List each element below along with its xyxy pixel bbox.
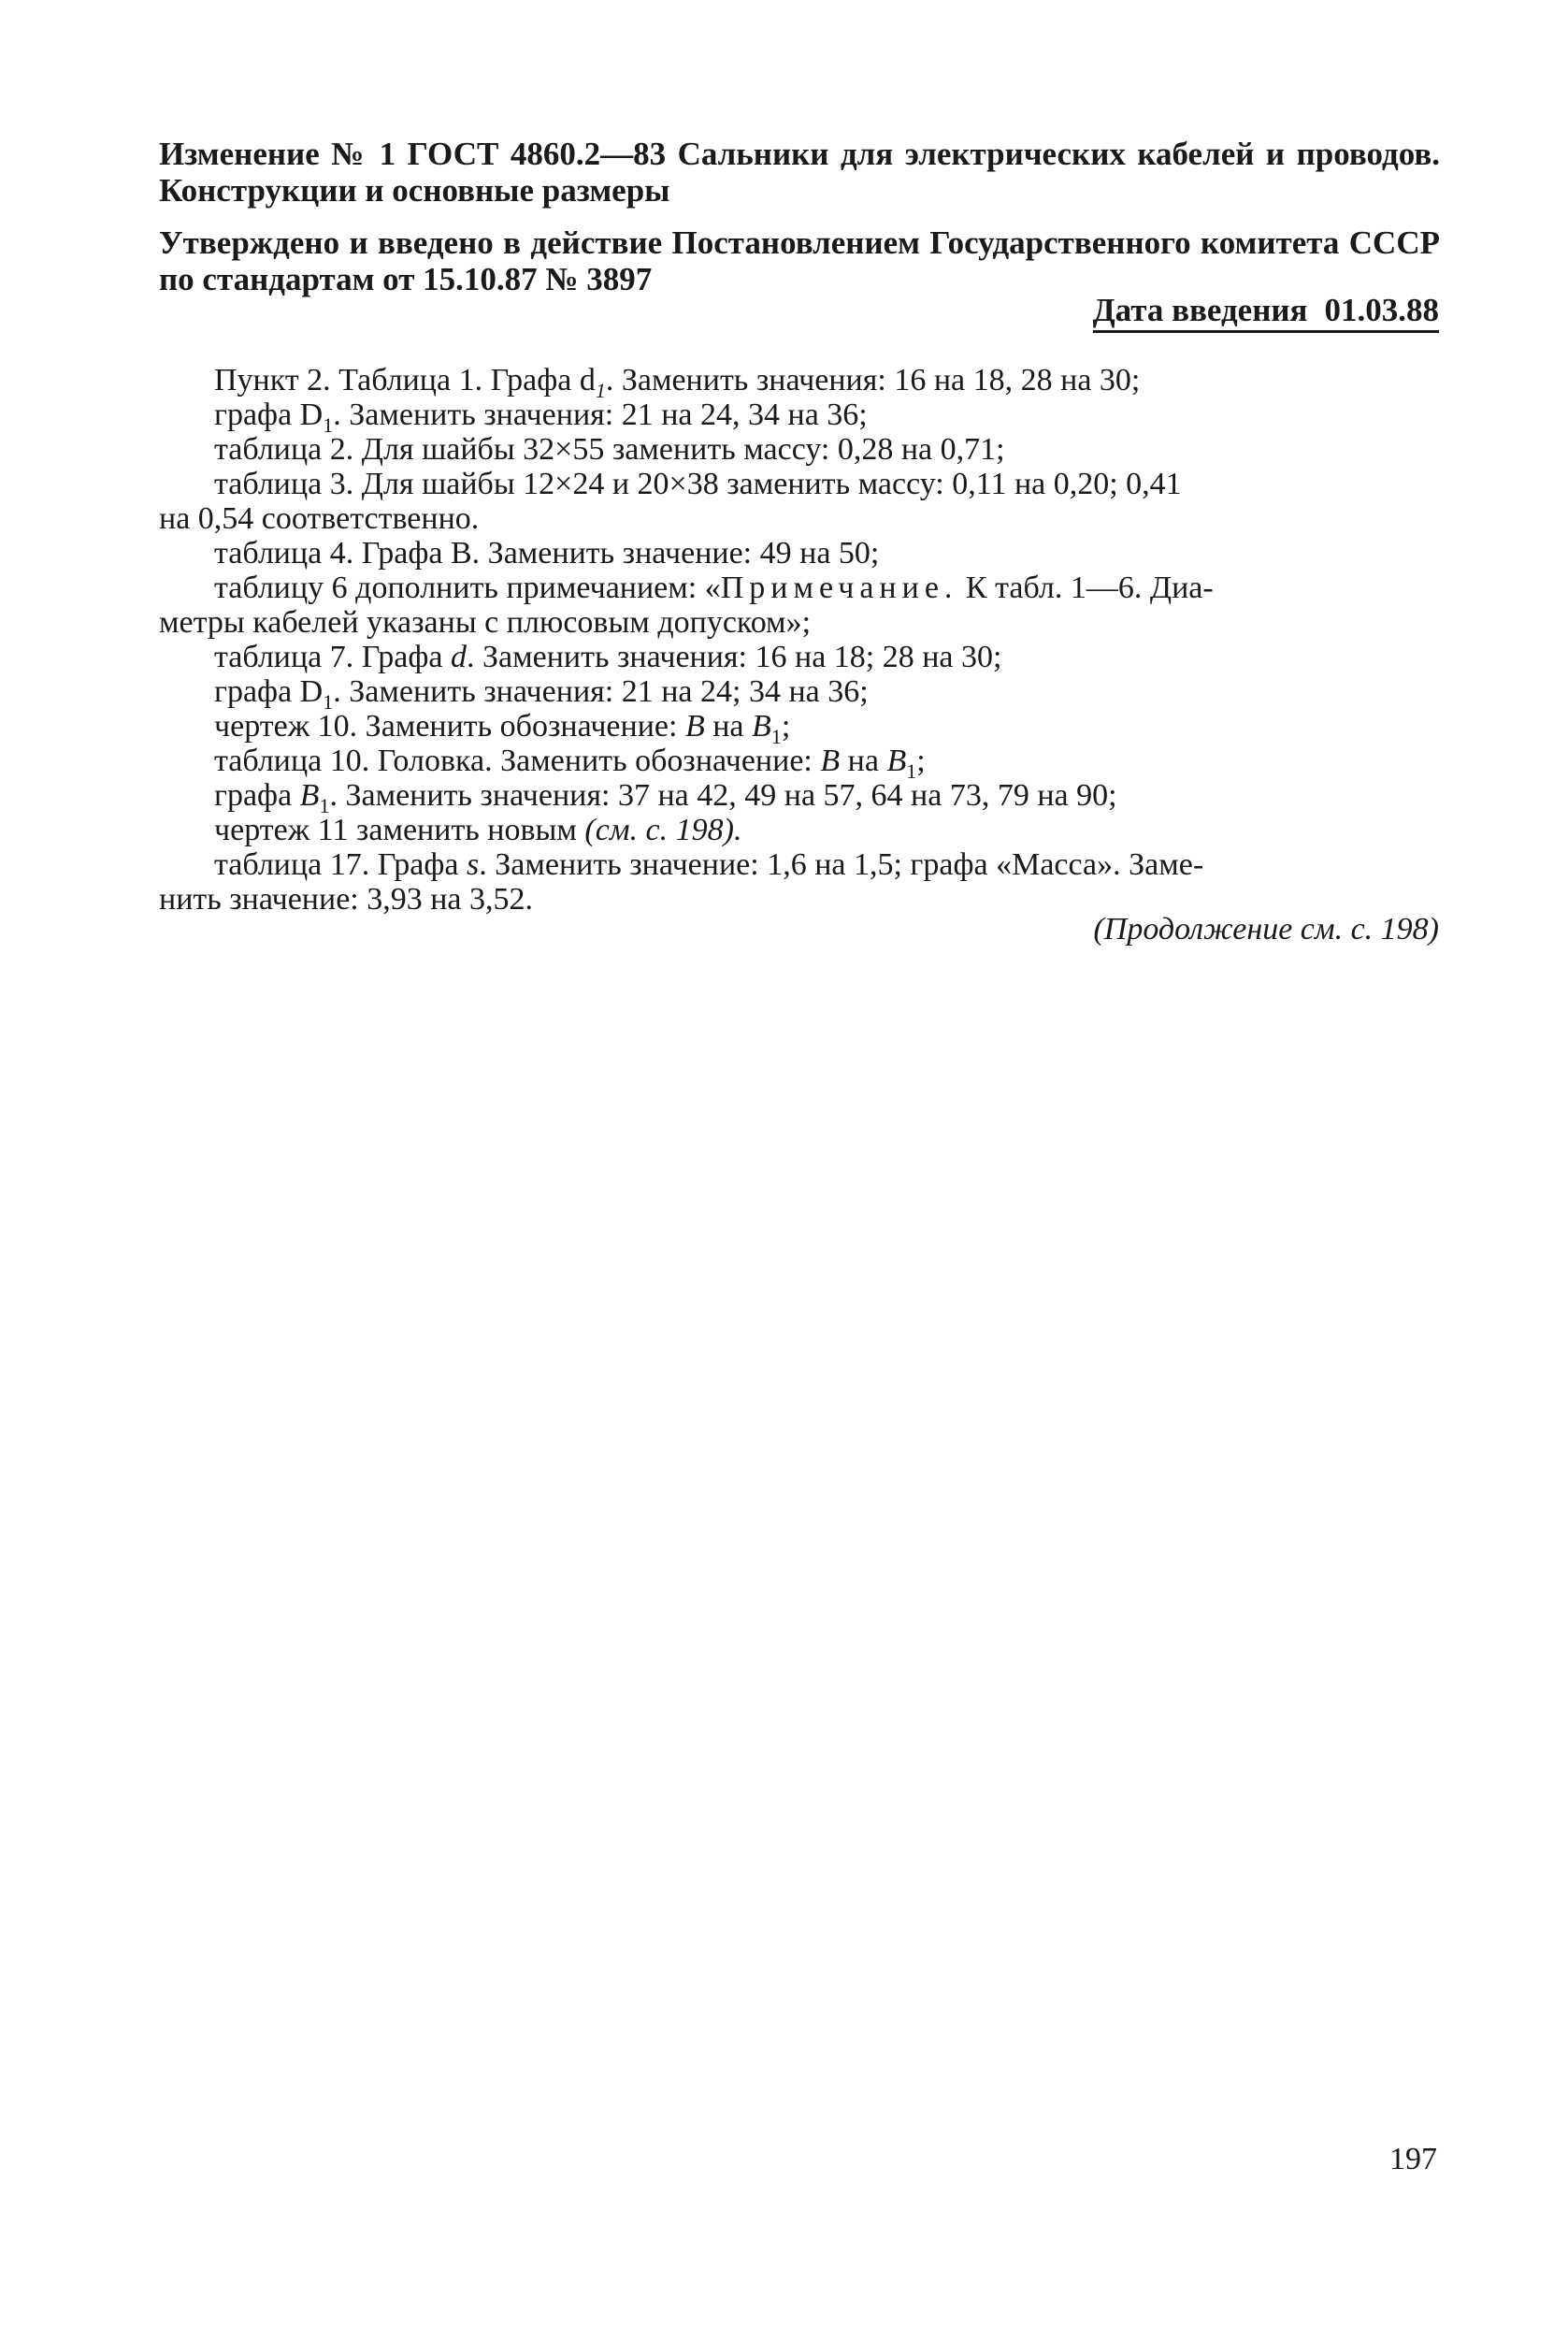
text-fragment: таблица 3. Для шайбы 12×24 и 20×38 заменить массу: 0,11 на 0,20; 0,41 (214, 467, 1182, 501)
page-number: 197 (1389, 2142, 1437, 2176)
text-fragment: графа (214, 778, 300, 813)
text-line (159, 709, 1438, 748)
continuation-note: (Продолжение см. с. 198) (1093, 912, 1439, 947)
effective-date (1093, 292, 1439, 333)
text-fragment: графа D (214, 397, 324, 432)
variable: B (684, 709, 705, 744)
text-line (159, 397, 1438, 437)
text-line (159, 571, 1438, 605)
text-fragment: . Заменить значения: 16 на 18; 28 на 30; (467, 640, 1002, 674)
text-fragment: таблица 17. Графа (214, 847, 467, 882)
variable: d (451, 640, 467, 674)
text-fragment: таблица 7. Графа (214, 640, 451, 674)
text-line (159, 432, 1438, 467)
cross-reference: (см. с. 198). (584, 813, 742, 847)
effective-date-value: 01.03.88 (1324, 292, 1439, 328)
text-line (159, 640, 1438, 674)
text-line (159, 778, 1438, 817)
text-line (159, 501, 1438, 536)
text-fragment: на (840, 744, 887, 778)
text-line (159, 536, 1438, 571)
text-fragment: таблица 10. Головка. Заменить обозначение: (214, 744, 821, 778)
text-fragment: . Заменить значение: 1,6 на 1,5; графа «Масса». Заме- (479, 847, 1204, 882)
variable: B (886, 744, 907, 778)
subscript: 1 (323, 412, 334, 437)
text-fragment: графа D (214, 674, 324, 709)
subscript: 1 (319, 793, 330, 817)
text-fragment: ; (781, 709, 791, 744)
text-line (159, 605, 1438, 640)
text-fragment: таблицу 6 дополнить примечанием: « (214, 571, 721, 605)
text-fragment: Пункт 2. Таблица 1. Графа d (214, 363, 596, 397)
text-fragment: чертеж 11 заменить новым (214, 813, 585, 847)
text-fragment: на 0,54 соответственно. (159, 501, 480, 536)
text-fragment: метры кабелей указаны с плюсовым допуском»; (159, 605, 812, 640)
text-fragment: К табл. 1—6. Диа- (957, 571, 1214, 605)
text-line (159, 674, 1438, 714)
variable: B (752, 709, 771, 744)
text-fragment: . Заменить значения: 37 на 42, 49 на 57, 64 на 73, 79 на 90; (329, 778, 1117, 813)
text-fragment: чертеж 10. Заменить обозначение: (214, 709, 685, 744)
subscript: 1 (770, 724, 782, 748)
text-line (159, 744, 1438, 783)
subscript: 1 (595, 378, 606, 402)
approval-statement: Утверждено и введено в действие Постановлением Государственного комитета СССР по стандартам от 15.10.87 № 3897 (159, 224, 1440, 297)
note-heading: Примечание. (720, 571, 958, 605)
text-line (159, 813, 1438, 847)
subscript: 1 (323, 689, 334, 714)
text-fragment: ; (916, 744, 926, 778)
amendment-body (159, 363, 1438, 917)
text-line (159, 467, 1438, 501)
text-fragment: нить значение: 3,93 на 3,52. (159, 882, 534, 917)
text-fragment: . Заменить значения: 21 на 24; 34 на 36; (333, 674, 869, 709)
text-fragment: . Заменить значения: 16 на 18, 28 на 30; (605, 363, 1141, 397)
amendment-title: Изменение № 1 ГОСТ 4860.2—83 Сальники для электрических кабелей и проводов. Конструкции и основные размеры (159, 136, 1440, 209)
text-fragment: таблица 2. Для шайбы 32×55 заменить массу: 0,28 на 0,71; (214, 432, 1005, 467)
variable: B (299, 778, 320, 813)
effective-date-label: Дата введения (1092, 292, 1308, 328)
text-fragment: . Заменить значения: 21 на 24, 34 на 36; (333, 397, 868, 432)
text-line (159, 847, 1438, 882)
variable: B (820, 744, 841, 778)
text-fragment: на (704, 709, 753, 744)
text-line (159, 363, 1438, 402)
variable: s (467, 847, 480, 882)
subscript: 1 (906, 759, 917, 783)
text-fragment: таблица 4. Графа В. Заменить значение: 49 на 50; (214, 536, 880, 571)
